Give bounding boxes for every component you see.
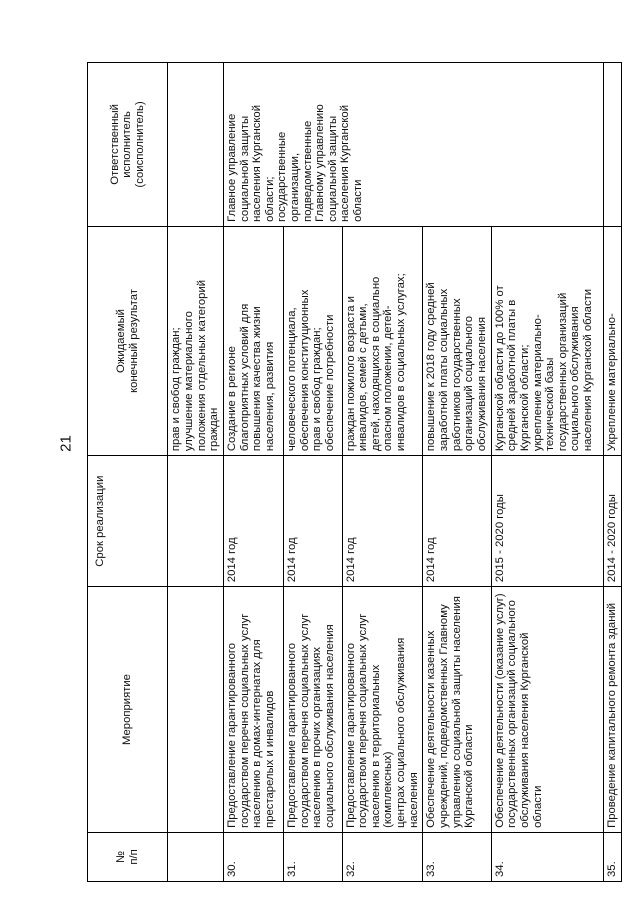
table-row-continuation [168, 63, 224, 882]
table-row [604, 63, 622, 882]
cell-num: 30. [224, 832, 284, 881]
cell-activity: Обеспечение деятельности казенных учреждений, подведомственных Главному управлению социальной защиты населения Курганской области [423, 587, 491, 833]
cell-empty [168, 832, 224, 881]
cell-num: 32. [342, 832, 423, 881]
header-activity: Мероприятие [88, 587, 168, 833]
header-result: Ожидаемый конечный результат [88, 226, 168, 455]
cell-result: повышение к 2018 году средней заработной платы социальных работников государственных организаций социального обслуживания населения [423, 226, 491, 455]
cell-num: 35. [604, 832, 622, 881]
cell-activity: Предоставление гарантированного государством перечня социальных услуг населению в прочих организациях социального обслуживания населения [284, 587, 342, 833]
cell-num: 31. [284, 832, 342, 881]
table-header-row [88, 63, 168, 882]
cell-responsible: Главное управление социальной защиты населения Курганской области; государственные организации, подведомственные Главному управлению социальной защиты населения Курганской области [224, 63, 604, 227]
cell-result: Укрепление материально- [604, 226, 622, 455]
cell-activity: Предоставление гарантированного государством перечня социальных услуг населению в домах-интернатах для престарелых и инвалидов [224, 587, 284, 833]
cell-empty [168, 63, 224, 227]
cell-period: 2014 год [342, 456, 423, 587]
cell-empty [604, 63, 622, 227]
table-row [224, 63, 284, 882]
cell-activity: Проведение капитального ремонта зданий [604, 587, 622, 833]
cell-num: 34. [491, 832, 604, 881]
cell-activity: Обеспечение деятельности (оказание услуг) государственных организаций социального обслуживания населения Курганской области [491, 587, 604, 833]
activities-table [87, 62, 622, 882]
cell-period: 2014 год [284, 456, 342, 587]
header-num: № п/п [88, 832, 168, 881]
rotated-table-container [87, 62, 622, 882]
cell-empty [168, 587, 224, 833]
cell-period: 2015 - 2020 годы [491, 456, 604, 587]
cell-result: Создание в регионе благоприятных условий для повышения качества жизни населения, развития [224, 226, 284, 455]
cell-period: 2014 год [224, 456, 284, 587]
cell-result: граждан пожилого возраста и инвалидов, семей с детьми, детей, находящихся в социально опасном положении, детей- инвалидов в социальных услугах; [342, 226, 423, 455]
page-number: 21 [57, 435, 75, 452]
header-period: Срок реализации [88, 456, 168, 587]
cell-num: 33. [423, 832, 491, 881]
cell-empty [168, 456, 224, 587]
cell-activity: Предоставление гарантированного государством перечня социальных услуг населению в территориальных (комплексных) центрах социального обслуживания населения [342, 587, 423, 833]
cell-result-continuation: прав и свобод граждан; улучшение материального положения отдельных категорий граждан [168, 226, 224, 455]
cell-period: 2014 год [423, 456, 491, 587]
cell-period: 2014 - 2020 годы [604, 456, 622, 587]
header-responsible: Ответственный исполнитель (соисполнитель) [88, 63, 168, 227]
cell-result: Курганской области до 100% от средней заработной платы в Курганской области; укрепление материально- технической базы государственных организаций социального обслуживания населения Курганской области [491, 226, 604, 455]
cell-result: человеческого потенциала, обеспечения конституционных прав и свобод граждан; обеспечение потребности [284, 226, 342, 455]
